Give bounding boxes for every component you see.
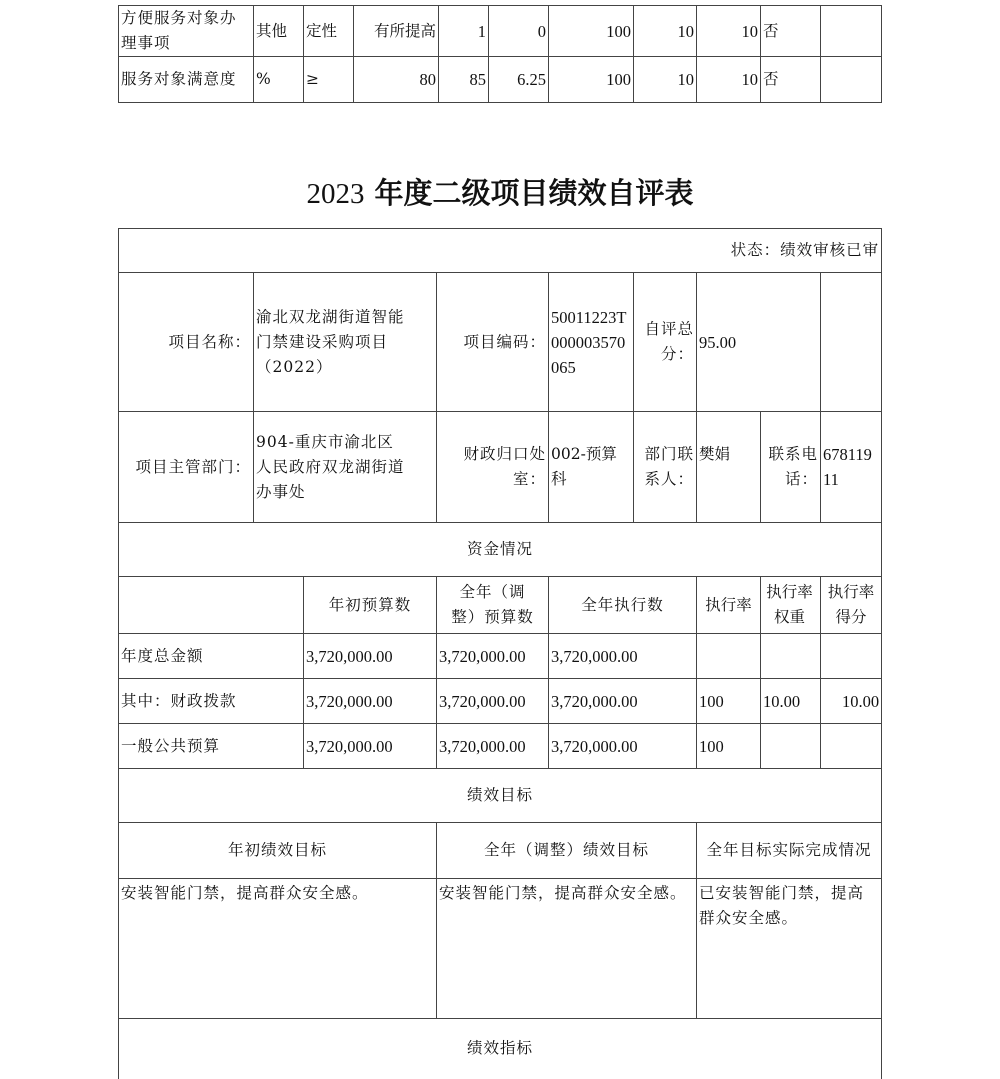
indicator-name: 方便服务对象办理事项 (119, 6, 254, 57)
funds-header-rate: 执行率 (697, 577, 761, 634)
table-row (119, 679, 882, 724)
indicator-score: 10 (697, 6, 761, 57)
goal-adjusted-text: 安装智能门禁，提高群众安全感。 (437, 879, 697, 1019)
funds-rate-value: 100 (697, 724, 761, 769)
indicator-score: 10 (697, 57, 761, 103)
indicator-actual: 1 (439, 6, 489, 57)
department-row (119, 412, 882, 523)
goals-content-row (119, 879, 882, 1019)
funds-header-initial-budget: 年初预算数 (304, 577, 437, 634)
goal-actual-text: 已安装智能门禁，提高群众安全感。 (697, 879, 882, 1019)
empty-cell (821, 273, 882, 412)
funds-header-blank (119, 577, 304, 634)
funds-score-value (821, 634, 882, 679)
funds-weight-value (761, 634, 821, 679)
indicator-completion: 100 (549, 6, 634, 57)
project-code-label: 项目编码： (437, 273, 549, 412)
project-code-value: 50011223T000003570065 (549, 273, 634, 412)
funds-executed-value: 3,720,000.00 (549, 634, 697, 679)
table-row (119, 6, 882, 57)
funds-adjusted-value: 3,720,000.00 (437, 634, 549, 679)
indicator-note (821, 6, 882, 57)
indicator-note (821, 57, 882, 103)
indicator-type: % (254, 57, 304, 103)
finance-office-value: 002-预算科 (549, 412, 634, 523)
funds-row-label: 其中：财政拨款 (119, 679, 304, 724)
funds-row-label: 一般公共预算 (119, 724, 304, 769)
funds-executed-value: 3,720,000.00 (549, 679, 697, 724)
project-name-value: 渝北双龙湖街道智能门禁建设采购项目（2022） (254, 273, 437, 412)
title-text: 年度二级项目绩效自评表 (364, 176, 694, 210)
project-info-row (119, 273, 882, 412)
funds-score-value (821, 724, 882, 769)
title-year: 2023 (306, 178, 365, 210)
funds-rate-value: 100 (697, 679, 761, 724)
funds-initial-value: 3,720,000.00 (304, 634, 437, 679)
indicator-operator: ≥ (304, 57, 354, 103)
indicator-table-continued (118, 5, 882, 103)
indicator-completion: 100 (549, 57, 634, 103)
indicators-section-row (119, 1019, 882, 1079)
funds-executed-value: 3,720,000.00 (549, 724, 697, 769)
project-name-label: 项目名称： (119, 273, 254, 412)
department-value: 904-重庆市渝北区人民政府双龙湖街道办事处 (254, 412, 437, 523)
funds-section-title: 资金情况 (119, 523, 882, 577)
indicator-flag: 否 (761, 6, 821, 57)
table-row (119, 57, 882, 103)
phone-value: 67811911 (821, 412, 882, 523)
self-score-label: 自评总分： (634, 273, 697, 412)
funds-score-value: 10.00 (821, 679, 882, 724)
goals-section-title: 绩效目标 (119, 769, 882, 823)
indicator-type: 其他 (254, 6, 304, 57)
funds-header-executed: 全年执行数 (549, 577, 697, 634)
indicator-actual: 85 (439, 57, 489, 103)
finance-office-label: 财政归口处室： (437, 412, 549, 523)
self-score-value: 95.00 (697, 273, 821, 412)
funds-row-label: 年度总金额 (119, 634, 304, 679)
funds-header-adjusted-budget: 全年（调整）预算数 (437, 577, 549, 634)
goals-header-row (119, 823, 882, 879)
funds-initial-value: 3,720,000.00 (304, 679, 437, 724)
funds-weight-value (761, 724, 821, 769)
indicator-operator: 定性 (304, 6, 354, 57)
status-text: 状态：绩效审核已审 (119, 229, 882, 273)
table-row (119, 634, 882, 679)
goals-section-row (119, 769, 882, 823)
funds-section-row (119, 523, 882, 577)
table-row (119, 724, 882, 769)
goals-header-actual: 全年目标实际完成情况 (697, 823, 882, 879)
goals-header-adjusted: 全年（调整）绩效目标 (437, 823, 697, 879)
indicator-weight: 10 (634, 57, 697, 103)
status-row (119, 229, 882, 273)
indicator-target: 80 (354, 57, 439, 103)
contact-person-label: 部门联系人： (634, 412, 697, 523)
indicator-deviation: 0 (489, 6, 549, 57)
department-label: 项目主管部门： (119, 412, 254, 523)
funds-adjusted-value: 3,720,000.00 (437, 679, 549, 724)
funds-header-row (119, 577, 882, 634)
goal-initial-text: 安装智能门禁，提高群众安全感。 (119, 879, 437, 1019)
funds-header-rate-score: 执行率得分 (821, 577, 882, 634)
goals-header-initial: 年初绩效目标 (119, 823, 437, 879)
funds-header-rate-weight: 执行率权重 (761, 577, 821, 634)
self-evaluation-form (118, 228, 882, 1079)
phone-label: 联系电话： (761, 412, 821, 523)
funds-adjusted-value: 3,720,000.00 (437, 724, 549, 769)
page-title (0, 168, 1000, 219)
funds-initial-value: 3,720,000.00 (304, 724, 437, 769)
indicator-target: 有所提高 (354, 6, 439, 57)
indicator-deviation: 6.25 (489, 57, 549, 103)
indicator-weight: 10 (634, 6, 697, 57)
indicators-section-title: 绩效指标 (119, 1019, 882, 1079)
indicator-flag: 否 (761, 57, 821, 103)
funds-rate-value (697, 634, 761, 679)
indicator-name: 服务对象满意度 (119, 57, 254, 103)
funds-weight-value: 10.00 (761, 679, 821, 724)
contact-person-value: 樊娟 (697, 412, 761, 523)
